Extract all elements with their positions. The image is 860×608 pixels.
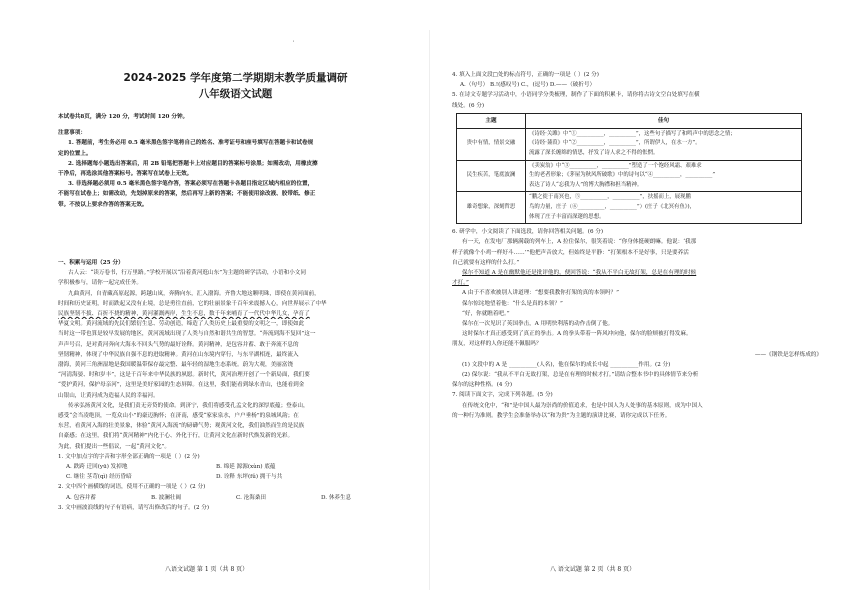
reading-line: 的一种行为准则。教学生会准备举办以“和为贵”为主题的演讲比赛，请你完成以下任务。 <box>452 412 671 419</box>
question-7-stem: 7. 阅读下面文字，完成下列各题。(5 分) <box>452 392 553 399</box>
poem-line: “鹏之徙于南冥也，⑤__________，__________”，扶摇而上，展现鹏 <box>529 194 691 201</box>
poem-line: 《卖炭翁》中“③__________，__________”塑造了一个饱经风霜、艰难求 <box>529 162 702 169</box>
note-line: 不能写在试卷上；如需改动，先划掉原来的答案，然后再写上新的答案；不能使用涂改液、胶带纸、修正 <box>58 191 316 198</box>
question-2-stem: 2. 文中四个画横线的词语，使用不正确的一项是（ ）(2 分) <box>58 484 206 491</box>
table-row <box>457 128 802 160</box>
scan-mark: ' <box>293 40 295 46</box>
exam-subtitle: 八年级语文试题 <box>198 88 273 100</box>
reading-line: 样子就像个小鸡一样好斗……’”他把声音放大，但始终是平静：“打架根本不是好事，只是要养活 <box>452 249 689 256</box>
page-2 <box>430 0 860 608</box>
reading-line: 有一天，在发电厂那辆满载的列车上，A 拉住保尔，很笑着说：“你身体挺硬朗嘛。他说：‘我那 <box>462 239 697 246</box>
exam-title: 2024-2025 学年度第二学期期末教学质量调研 <box>123 72 348 84</box>
passage-line: “爱护黄河，保护母亲河”，这里是美好家园的生态屏障。在这里，我们能看到绿水青山，也能看到金 <box>58 382 305 389</box>
reading-line: A 由于不喜欢被别人讲道理：“想要我教你打架的真的本领吗？” <box>462 290 619 297</box>
poem-line: 表达了诗人“忘我为人”的博大胸襟和担当精神。 <box>529 181 643 188</box>
option-d[interactable]: D. 诠释 东坪(fǔ) 拥干与共 <box>216 474 283 481</box>
option-d[interactable]: D. 休养生息 <box>321 494 352 501</box>
question-1-stem: 1. 文中加点字的字音和字形全部正确的一项是（ ）(2 分) <box>58 453 200 460</box>
reading-line: 这时保尔才真正感受到了真正的拳击。A 的拳头带着一阵风冲向他，保尔的脸颊被打得发麻。 <box>462 331 692 338</box>
section-1 <box>58 258 413 513</box>
row-lines[interactable] <box>526 128 802 160</box>
row-lines[interactable] <box>526 160 802 192</box>
exam-info: 本试卷共8页，满分 120 分，考试时间 120 分钟。 <box>58 114 189 120</box>
passage-line: 古人云：“读万卷书，行万里路。”学校开展以“沿着黄河逛山东”为主题的研学活动，小语和小文同 <box>68 270 306 277</box>
question-1-options-ab <box>58 462 413 472</box>
passage-line: 坚韧精神，体现了中华民族自强不息的进取精神。黄河在山东境内穿行，与东平湖相连，最终流入 <box>58 351 299 358</box>
passage-line-wavy: 民族坚韧不拔、百折不挠的精神，黄河灌溉两岸，生生不息，数千年来哺育了一代代中华儿女，孕育了 <box>58 311 310 318</box>
option-b[interactable]: B. 波澜壮阔 <box>151 494 182 501</box>
row-theme: 贵中有情，情景交融 <box>457 128 526 160</box>
table-header-lines: 佳句 <box>526 113 802 128</box>
note-line: 干净后，再选涂其他答案标号。答案写在试卷上无效。 <box>58 171 193 178</box>
table-header-theme: 主题 <box>457 113 526 128</box>
row-lines[interactable] <box>526 192 802 224</box>
passage-line: 自豪感；在这里，我们将“黄河精神”内化于心、外化于行，让黄河文化在新时代焕发新的光彩。 <box>58 433 294 440</box>
question-5-stem-cont: 线处。(6 分) <box>452 102 485 109</box>
passage-line: 感受“会当凌绝顶，一览众山小”的豪迈胸怀；在济南，感受“家家泉水，户户垂杨”的泉城风韵；在 <box>58 413 299 420</box>
right-column <box>452 70 842 421</box>
row-theme: 民生疾苦，笔底波澜 <box>457 160 526 192</box>
intro-block <box>58 112 413 210</box>
option-a[interactable]: A. 跌跨 迁回(yū) 发掉地 <box>66 464 128 471</box>
passage-line: 九曲黄河，自青藏高原起源，跨越山岚，奔腾向东，汇入渤海。齐鲁大地这颗明珠，即使在黄河面前， <box>68 290 320 297</box>
reading-line: 自己就要有这样的什么打。” <box>452 259 520 266</box>
note-line: 3. 非选择题必须用 0.5 毫米黑色签字笔作答，答案必须写在答题卡各题目指定区域内相应的位置， <box>68 181 314 188</box>
question-2-options <box>58 493 413 503</box>
note-line: 带。不按以上要求作答的答案无效。 <box>58 201 148 208</box>
poem-line: 生的老者形象；《茅屋为秋风所破歌》中的诗句以“④__________，__________” <box>529 172 716 179</box>
row-theme: 雄奇想象，深刻哲思 <box>457 192 526 224</box>
table-row <box>457 160 802 192</box>
question-1-options-cd <box>58 472 413 482</box>
passage-line: “河清海晏、时和岁丰”，这是千百年来中华民族的夙愿。新时代，黄河治理开创了一个新局面，我们要 <box>58 372 310 379</box>
reading-line: 保尔惊诧地望着他：“什么是真的本领？” <box>462 300 563 307</box>
passage-line: 华夏文明。黄河流域的先民们繁衍生息、劳动创造，缔造了人类历史上最重要的文明之一，即使如此 <box>58 321 305 328</box>
passage-line: 为此，我们提出一些倡议，一起“黄河文化”。 <box>58 443 171 450</box>
reading-line: “好，你就瞧着吧。” <box>462 310 510 317</box>
table-row <box>457 192 802 224</box>
question-3-stem: 3. 文中画波浪线的句子有语病，请写出修改后的句子。(2 分) <box>58 504 210 511</box>
section-heading: 一、积累与运用（25 分） <box>58 260 124 266</box>
poem-line: 《诗经·关雎》中“①__________，__________”，这些句子描写了和鸣声中的思念之情； <box>529 130 736 137</box>
passage-line: 学积极参与，请你一起完成任务。 <box>58 280 142 287</box>
poetry-card-table <box>456 113 802 224</box>
passage-line: 渤海，黄河三角洲湿地是我国暖温带保存最完整、最年轻的湿地生态系统。蔚为大观，美丽富饶 <box>58 362 293 369</box>
note-line: 1. 答题前，考生务必用 0.5 毫米黑色签字笔将自己的姓名、准考证号和座号填写在答题卡和试卷规 <box>68 140 314 147</box>
passage-line: 传承弘扬黄河文化，是我们责无旁贷的使命。到济宁，我们将感受孔孟文化的深厚底蕴；登泰山， <box>68 402 309 409</box>
option-c[interactable]: C. 沧海桑田 <box>236 494 267 501</box>
reading-line-underlined: 保尔不知道 A 是在幽默他还是批评他的，便回答说：“我从不平白无故打架，总是在有理的时候 <box>462 269 697 276</box>
note-line: 定的位置上。 <box>58 150 92 157</box>
page-2-footer: 八 语文试题 第 2 页（共 8 页） <box>550 566 636 573</box>
page-1-footer: 八语文试题 第 1 页（共 8 页） <box>165 566 249 573</box>
reading-source: ——《钢铁是怎样炼成的》 <box>754 351 822 358</box>
poem-line: 鸟的力量，庄子（⑥__________，__________”）(庄子《北冥有鱼》)， <box>529 203 695 210</box>
question-6-stem: 6. 研学中，小文阅读了下面选段，请你回答相关问题。(6 分) <box>452 229 604 236</box>
reading-line-underlined: 才打。” <box>452 280 469 287</box>
option-a[interactable]: A. 包容并蓄 <box>66 494 96 501</box>
passage-line: 山银山，让黄河成为造福人民的幸福河。 <box>58 392 159 399</box>
reading-line: 在传统文化中，“和”是中国人最为崇尚的价值追求，也是中国人为人处事的基本原则，成为中国人 <box>462 402 703 409</box>
poem-line: 体现了庄子丰富而深邃的思想。 <box>529 213 605 220</box>
question-6-sub1[interactable]: (1) 文段中的 A 是 __________(人名)，他在保尔的成长中起 __________作用。(2 分) <box>462 361 671 368</box>
question-6-sub2[interactable]: (2) 保尔说：“我从不平白无故打架，总是在有理的时候才打。”请结合整本书中的具体情节来分析 <box>462 372 699 378</box>
option-b[interactable]: B. 绵延 源源(xùn) 底蕴 <box>216 464 276 471</box>
poem-line: 流露了深长缠绵的情思，抒发了诗人求之不得的怅惘。 <box>529 150 659 156</box>
option-c[interactable]: C. 继往 茎苛(qì) 经历昏暗 <box>66 474 132 481</box>
passage-line: 时间和历史证明，时而跌起又没有止境，总是勇往直前，它的壮丽景象千百年来震撼人心，向世界展示了中华 <box>58 300 327 307</box>
notes-heading: 注意事项： <box>58 130 86 137</box>
question-5-stem: 5. 在诗文专题学习活动中，小语同学分类梳理，制作了下面的积累卡，请你将古诗文空白处填写在横 <box>452 92 700 99</box>
reading-line: 朋友，对这样的人你还能不佩服吗？ <box>452 341 542 348</box>
question-4-options[interactable]: A.（句号） B.!(感叹号) C.，(逗号) D.——（破折号） <box>460 82 596 89</box>
passage-line: 东营，看黄河入海的壮美景象，体验“黄河入海流”的磅礴气势；观黄河文化，我们油然而生的是民族 <box>58 423 305 430</box>
question-6-sub2-cont: 保尔的这种性格。(4 分) <box>452 382 513 389</box>
passage-line: 当时这一带也算是较早发展的地区，黄河流域出现了人类与自然和谐共生的智慧。“奔流到海不复回”这一 <box>58 331 316 338</box>
question-4-stem: 4. 填入上面文段□处的标点符号，正确的一项是（ ）(2 分) <box>452 72 599 78</box>
note-line: 2. 选择题每小题选出答案后，用 2B 铅笔把答题卡上对应题目的答案标号涂黑；如需改动，用橡皮擦 <box>68 160 318 167</box>
reading-line: 保尔在一次见识了英国拳击，A 用明快利落的动作击倒了他。 <box>462 320 614 327</box>
poem-line: 《诗经·蒹葭》中“②__________，__________”，所谓伊人，在水一方”。 <box>529 140 701 147</box>
passage-line: 声声号召，是对黄河奔向大海永不回头气势的最好诠释。黄河精神，是包容并蓄、敢于奔流不息的 <box>58 341 299 348</box>
